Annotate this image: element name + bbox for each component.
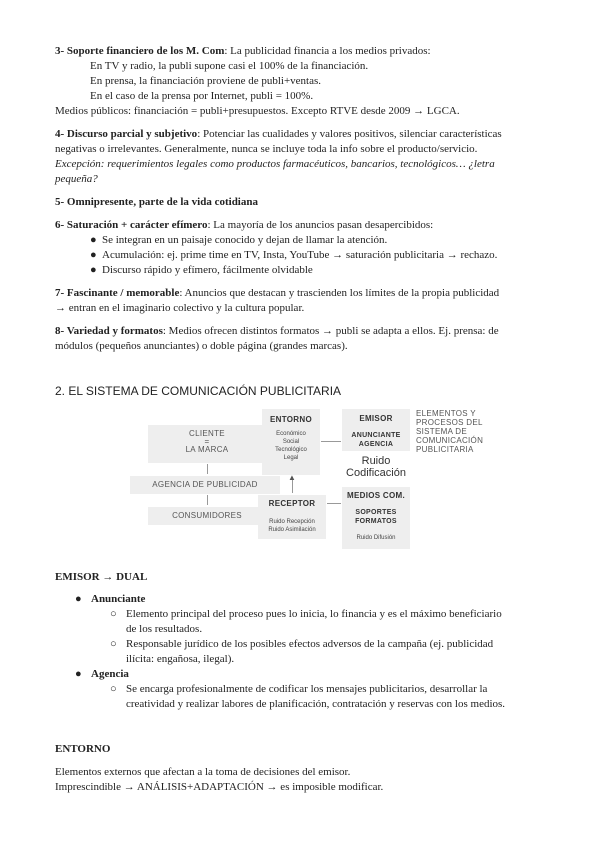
section-6-bullet-1-text: Se integran en un paisaje conocido y dejan de llamar la atención. [102, 234, 388, 246]
section-3-line-1: En TV y radio, la publi supone casi el 100% de la financiación. [90, 60, 369, 72]
section-7 [55, 286, 555, 302]
section-3-line-2: En prensa, la financiación proviene de publi+ventas. [90, 75, 322, 87]
consumidores-label: CONSUMIDORES [172, 511, 242, 520]
diagram-caption [416, 409, 506, 454]
anunciante-item-1-text: Elemento principal del proceso pues lo inicia, lo financia y es el máximo beneficiario [126, 608, 502, 620]
connector-line [327, 503, 341, 504]
entorno-economico: Económico [276, 431, 306, 437]
section-4-text-1: : Potenciar las cualidades y valores positivos, silenciar características [197, 128, 502, 140]
entorno-title: ENTORNO [55, 743, 111, 755]
section-7-text-1: : Anuncios que destacan y trascienden los límites de la propia publicidad [179, 287, 500, 299]
anunciante-item-2 [110, 637, 555, 653]
section-5 [55, 195, 555, 211]
agencia-label: AGENCIA DE PUBLICIDAD [152, 480, 258, 489]
section-4-italic-2 [55, 172, 555, 188]
entorno-tecnologico: Tecnológico [275, 447, 307, 453]
bullet-dot-icon: ● [90, 234, 97, 246]
consumidores-box [148, 507, 266, 525]
ruido-difusion: Ruido Difusión [356, 535, 396, 541]
section-3-line-3: En el caso de la prensa por Internet, publi = 100%. [90, 90, 314, 102]
section-8-text-2: módulos (pequeños anunciantes) o doble página (grandes marcas). [55, 340, 348, 352]
section-3-line-4: Medios públicos: financiación = publi+presupuestos. Excepto RTVE desde 2009 → LGCA. [55, 105, 460, 117]
section-8-title: 8- Variedad y formatos [55, 325, 163, 337]
section-4-text-2: negativas o irrelevantes. Generalmente, nunca se incluye toda la info sobre el producto/servicio. [55, 143, 478, 155]
agencia-bullet [75, 667, 129, 683]
entorno-line-1: Elementos externos que afectan a la toma de decisiones del emisor. [55, 766, 351, 778]
agencia-box [130, 476, 280, 494]
bullet-dot-icon: ● [75, 668, 82, 680]
bullet-dot-icon: ● [90, 249, 97, 261]
section-6-bullet-2-text: Acumulación: ej. prime time en TV, Insta, YouTube → saturación publicitaria → rechazo. [102, 249, 498, 261]
section-6-text: : La mayoría de los anuncios pasan desapercibidos: [207, 219, 434, 231]
soportes-label: SOPORTES [355, 509, 397, 516]
connector-line [207, 495, 208, 505]
emisor-heading [55, 570, 555, 586]
section-3 [55, 44, 555, 60]
ruido-recepcion: Ruido Recepción [269, 519, 315, 525]
anunciante-item-2-text: Responsable jurídico de los posibles efectos adversos de la campaña (ej. publicidad [126, 638, 494, 650]
agencia-title: Agencia [91, 668, 129, 680]
circle-bullet-icon: ○ [110, 683, 117, 695]
entorno-heading [55, 742, 555, 758]
anunciante-item-1 [110, 607, 555, 623]
anunciante-label: ANUNCIANTE [351, 432, 401, 439]
section-title-sistema: 2. EL SISTEMA DE COMUNICACIÓN PUBLICITARIA [55, 384, 342, 398]
section-3-title: 3- Soporte financiero de los M. Com [55, 45, 225, 57]
caption-line-4: COMUNICACIÓN [416, 436, 484, 445]
section-8-text-1: : Medios ofrecen distintos formatos → publi se adapta a ellos. Ej. prensa: de [162, 325, 499, 337]
cliente-box [148, 425, 266, 463]
caption-line-2: PROCESOS DEL [416, 418, 483, 427]
connector-line [207, 464, 208, 474]
section-4 [55, 127, 555, 143]
caption-line-5: PUBLICITARIA [416, 445, 474, 454]
agencia-item-1-text: Se encarga profesionalmente de codificar los mensajes publicitarios, desarrollar la [126, 683, 488, 695]
ruido-codificacion: Ruido Codificación [346, 455, 406, 479]
communication-system-diagram [120, 403, 500, 551]
section-5-title: 5- Omnipresente, parte de la vida cotidiana [55, 196, 258, 208]
section-3-text: : La publicidad financia a los medios privados: [224, 45, 431, 57]
entorno-line-2: Imprescindible → ANÁLISIS+ADAPTACIÓN → es imposible modificar. [55, 781, 384, 793]
arrow-up-icon: ▲ [288, 473, 296, 482]
anunciante-item-2-cont: ilícita: engañosa, ilegal). [126, 653, 235, 665]
formatos-label: FORMATOS [355, 518, 397, 525]
caption-line-1: ELEMENTOS Y [416, 409, 476, 418]
cliente-label: CLIENTE [189, 429, 225, 438]
section-7-title: 7- Fascinante / memorable [55, 287, 180, 299]
section-6-bullet-2 [90, 248, 550, 264]
entorno-label: ENTORNO [270, 415, 312, 424]
agencia-emisor-label: AGENCIA [358, 441, 394, 448]
section-4-italic-1 [55, 157, 555, 173]
emisor-title: EMISOR → DUAL [55, 571, 148, 583]
section-6-bullet-1 [90, 233, 550, 249]
section-4-title: 4- Discurso parcial y subjetivo [55, 128, 198, 140]
section-6-bullet-3-text: Discurso rápido y efímero, fácilmente olvidable [102, 264, 313, 276]
section-4-italic-1-text: Excepción: requerimientos legales como productos farmacéuticos, bancarios, tecnológicos… ¿letra [55, 158, 495, 170]
marca-label: LA MARCA [185, 445, 229, 454]
anunciante-item-1-cont: de los resultados. [126, 623, 203, 635]
section-7-text-2: → entran en el imaginario colectivo y la cultura popular. [55, 302, 305, 314]
circle-bullet-icon: ○ [110, 608, 117, 620]
entorno-social: Social [282, 439, 300, 445]
emisor-label: EMISOR [359, 414, 393, 423]
medios-box [342, 487, 410, 549]
ruido-asimilacion: Ruido Asimilación [268, 527, 316, 533]
section-8 [55, 324, 555, 340]
equals-label: = [204, 437, 210, 446]
anunciante-title: Anunciante [91, 593, 146, 605]
bullet-dot-icon: ● [90, 264, 97, 276]
medios-label: MEDIOS COM. [347, 491, 405, 500]
receptor-box [258, 495, 326, 539]
agencia-item-1 [110, 682, 555, 698]
section-6-title: 6- Saturación + carácter efímero [55, 219, 208, 231]
circle-bullet-icon: ○ [110, 638, 117, 650]
anunciante-bullet [75, 592, 145, 608]
caption-line-3: SISTEMA DE [416, 427, 468, 436]
receptor-label: RECEPTOR [268, 499, 316, 508]
connector-line [321, 441, 341, 442]
section-6-bullet-3 [90, 263, 550, 279]
emisor-box [342, 409, 410, 451]
entorno-legal: Legal [283, 455, 299, 461]
section-6 [55, 218, 555, 234]
agencia-item-1-cont: creatividad y realizar labores de planificación, contratación y reservas con los medios. [126, 698, 506, 710]
entorno-box [262, 409, 320, 475]
bullet-dot-icon: ● [75, 593, 82, 605]
section-4-italic-2-text: pequeña? [55, 173, 98, 185]
